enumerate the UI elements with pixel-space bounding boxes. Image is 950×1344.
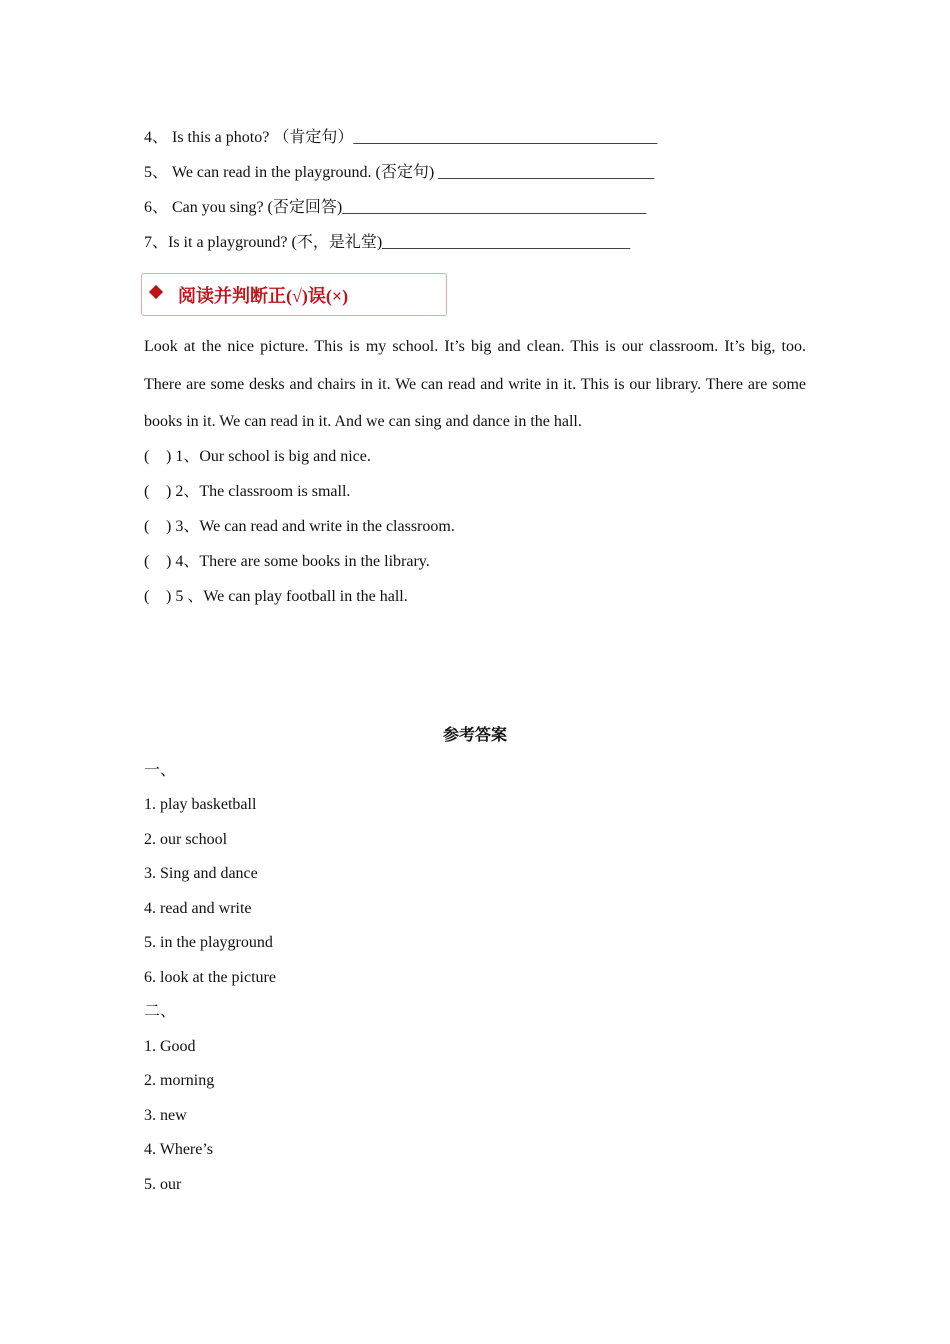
answer-part2-item: 5. our <box>144 1176 182 1193</box>
answer-part1-item: 1. play basketball <box>144 796 257 813</box>
answer-blank-paren: ( <box>144 588 150 605</box>
judge-item-4 <box>144 552 430 572</box>
answer-key-title: 参考答案 <box>442 727 507 744</box>
judge-item-1 <box>144 447 371 467</box>
answer-part2-label: 二、 <box>144 1003 177 1020</box>
rewrite-item-7: 7、Is it a playground? (不，是礼堂)_______________________________ <box>144 234 631 251</box>
answer-blank-paren: ( <box>144 553 150 570</box>
answer-part1-item: 2. our school <box>144 831 228 848</box>
judge-item-text: ) 3、We can read and write in the classroom. <box>166 518 455 535</box>
judge-item-3 <box>144 517 455 537</box>
section-heading-box <box>141 273 447 316</box>
answer-part1-item: 6. look at the picture <box>144 969 276 986</box>
answer-part1-label: 一、 <box>144 762 177 779</box>
answer-part2-item: 4. Where’s <box>144 1141 214 1158</box>
rewrite-item-5: 5、 We can read in the playground. (否定句) ___________________________ <box>144 164 655 181</box>
answer-part1-item: 5. in the playground <box>144 934 273 951</box>
judge-item-text: ) 5 、We can play football in the hall. <box>166 588 408 605</box>
judge-item-5 <box>144 587 408 607</box>
judge-item-2 <box>144 482 350 502</box>
judge-item-text: ) 1、Our school is big and nice. <box>166 448 371 465</box>
rewrite-item-6: 6、 Can you sing? (否定回答)______________________________________ <box>144 199 647 216</box>
reading-passage: Look at the nice picture. This is my school. It’s big and clean. This is our classroom. It’s big, too. There are some desks and chairs in it. We can read and write in it. This is our library. There are some books in it. We can read in it. And we can sing and dance in the hall. <box>144 338 806 430</box>
diamond-bullet-icon <box>149 285 163 299</box>
answer-part2-item: 3. new <box>144 1107 187 1124</box>
answer-blank-paren: ( <box>144 448 150 465</box>
answer-part2-item: 2. morning <box>144 1072 215 1089</box>
section-heading: 阅读并判断正(√)误(×) <box>178 286 349 306</box>
answer-part1-item: 4. read and write <box>144 900 252 917</box>
answer-blank-paren: ( <box>144 483 150 500</box>
rewrite-item-4: 4、 Is this a photo? （肯定句）______________________________________ <box>144 129 658 146</box>
answer-part2-item: 1. Good <box>144 1038 196 1055</box>
judge-item-text: ) 4、There are some books in the library. <box>166 553 430 570</box>
judge-item-text: ) 2、The classroom is small. <box>166 483 351 500</box>
answer-blank-paren: ( <box>144 518 150 535</box>
answer-part1-item: 3. Sing and dance <box>144 865 258 882</box>
